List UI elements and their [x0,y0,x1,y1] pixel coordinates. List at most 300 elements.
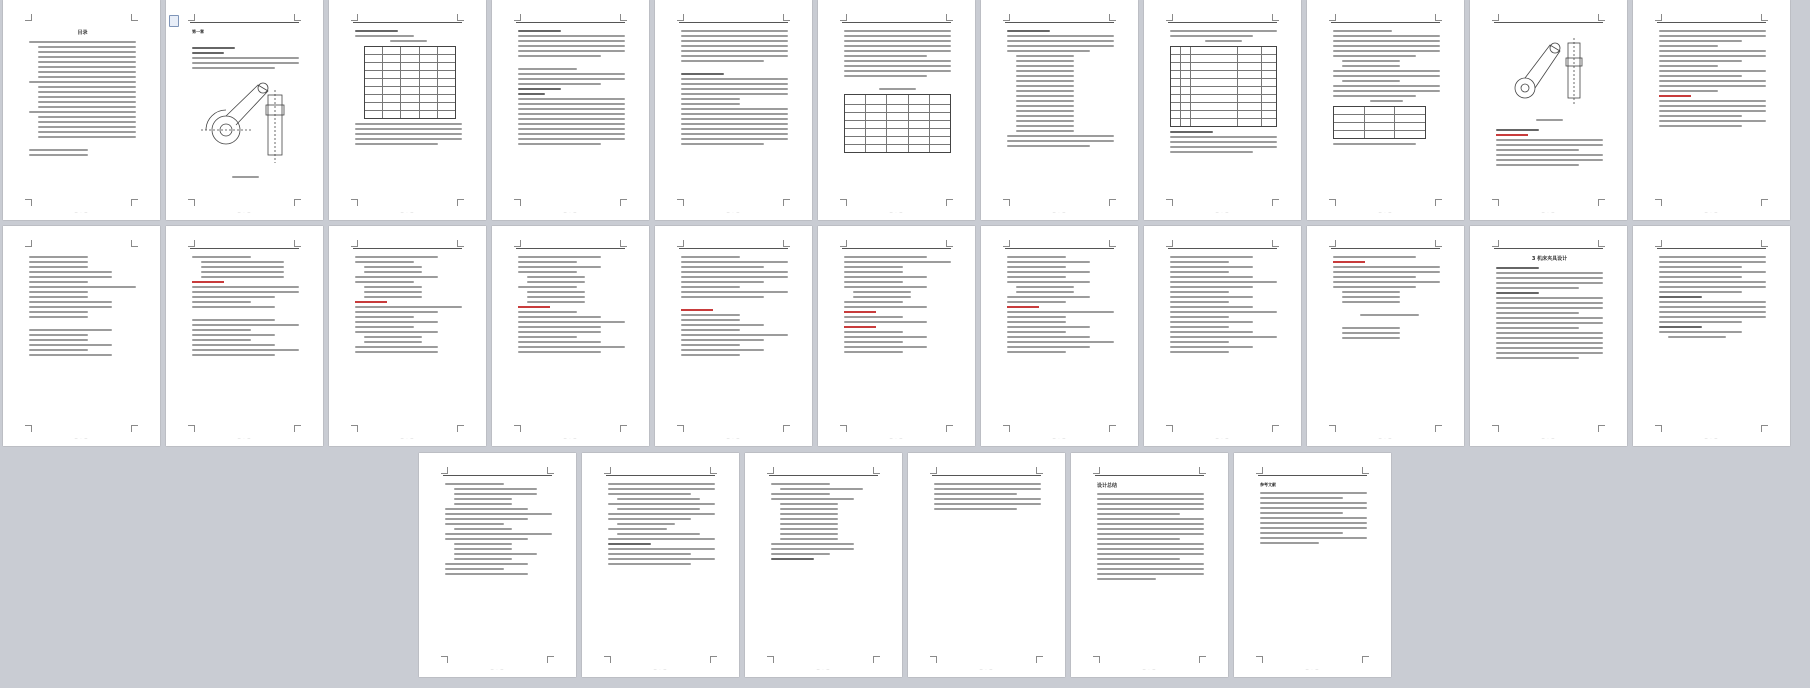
document-page[interactable] [3,226,160,446]
text-line [1496,327,1579,329]
text-line [681,344,740,346]
text-line [1659,55,1766,57]
text-line [844,301,903,303]
text-line [518,326,601,328]
table-cell [400,71,418,78]
table-cell [365,111,382,118]
text-line [934,483,1041,485]
text-line [201,261,284,263]
text-line [38,91,136,93]
text-line [355,351,438,353]
text-line [1170,281,1277,283]
text-line [1496,277,1603,279]
page-body [681,253,788,424]
text-line [1016,95,1075,97]
table-row [1334,107,1425,114]
text-line [1496,149,1579,151]
document-icon [169,15,179,27]
crop-mark [441,656,448,663]
document-page[interactable] [1470,226,1627,446]
text-line [454,528,513,530]
text-line [1333,30,1392,32]
document-page[interactable] [981,0,1138,220]
text-line [1007,266,1066,268]
crop-mark [1166,425,1173,432]
text-line [1333,256,1416,258]
text-line [518,321,625,323]
text-line [355,321,438,323]
text-line [445,518,528,520]
table-cell [1180,103,1190,110]
table-cell [886,105,907,112]
crop-mark [514,425,521,432]
crop-mark [930,656,937,663]
header-rule [842,22,951,23]
document-page[interactable] [1307,226,1464,446]
text-line [1170,296,1253,298]
table-row [365,102,456,110]
page-body [192,253,299,424]
table-cell [1261,79,1276,86]
text-line [1659,276,1742,278]
text-line [29,354,112,356]
text-line [1016,80,1075,82]
text-line [780,513,839,515]
text-line [934,493,1017,495]
text-line [1659,30,1766,32]
page-body [1496,253,1603,424]
text-line [1659,256,1766,258]
document-page[interactable] [329,0,486,220]
text-line [1170,131,1213,133]
table-cell [865,105,886,112]
table-cell [382,95,400,102]
text-line [1370,100,1402,102]
table-row [1334,130,1425,138]
text-line [1496,292,1539,294]
document-page[interactable] [745,453,902,677]
text-line [29,149,88,151]
text-line [844,286,927,288]
document-page[interactable] [1144,0,1301,220]
text-line [780,503,839,505]
document-page[interactable] [1470,0,1627,220]
text-line [1659,95,1691,97]
text-line [681,93,788,95]
table-cell [1237,71,1261,78]
table-cell [1190,111,1237,118]
text-line [617,533,700,535]
text-line [192,306,275,308]
table-cell [865,121,886,128]
text-line [454,493,537,495]
text-line [1097,538,1180,540]
document-page[interactable] [1234,453,1391,677]
text-line [29,339,88,341]
text-line [192,256,251,258]
crop-mark [25,199,32,206]
text-line [1496,357,1579,359]
crop-mark [25,240,32,247]
chapter-heading: 第一章 [192,29,204,34]
crop-mark [1166,14,1173,21]
text-line [1007,306,1039,308]
text-line [1097,528,1204,530]
header-rule [679,22,788,23]
text-line [355,143,438,145]
spacer [681,301,788,306]
text-line [1659,80,1766,82]
text-line [1496,282,1603,284]
header-rule [1494,248,1603,249]
text-line [355,276,438,278]
page-footer [166,210,323,214]
text-line [29,271,112,273]
table-row [1171,54,1276,62]
text-line [38,46,136,48]
data-table [1170,46,1277,127]
crop-mark [514,14,521,21]
text-line [1659,301,1766,303]
crop-mark [1003,240,1010,247]
text-line [1097,548,1204,550]
text-line [771,553,830,555]
crop-mark [946,199,953,206]
text-line [1333,143,1416,145]
table-cell [1190,95,1237,102]
text-line [355,256,438,258]
table-cell [929,105,950,112]
spacer [844,80,951,85]
text-line [454,548,513,550]
text-line [1170,276,1253,278]
crop-mark [767,656,774,663]
data-table [1333,106,1426,139]
page-footer [818,436,975,440]
page-body [29,253,136,424]
text-line [1496,322,1603,324]
table-cell [400,79,418,86]
text-line [364,266,423,268]
text-line [192,281,224,283]
header-rule [1657,22,1766,23]
header-rule [769,475,878,476]
text-line [192,57,299,59]
page-footer [745,667,902,671]
text-line [364,291,423,293]
text-line [844,35,951,37]
table-cell [908,121,929,128]
document-page[interactable] [329,226,486,446]
text-line [1659,115,1742,117]
header-rule [1095,475,1204,476]
table-cell [1261,87,1276,94]
text-line [454,558,513,560]
table-cell [1364,107,1395,114]
text-line [1333,35,1440,37]
text-line [38,126,136,128]
spacer [518,60,625,65]
text-line [681,60,764,62]
text-line [1668,336,1727,338]
text-line [192,334,275,336]
text-line [29,344,112,346]
page-body [355,27,462,198]
document-page[interactable] [166,0,323,220]
crop-mark [294,14,301,21]
crop-mark [1435,240,1442,247]
text-line [681,123,788,125]
page-row-2 [0,226,1810,446]
text-line [1097,533,1204,535]
text-line [445,508,528,510]
page-row-3 [0,453,1810,677]
text-line [681,138,788,140]
document-page[interactable] [655,0,812,220]
crop-mark [1272,425,1279,432]
crop-mark [1109,240,1116,247]
crop-mark [1492,14,1499,21]
table-cell [1190,119,1237,126]
header-rule [1657,248,1766,249]
document-page[interactable] [492,0,649,220]
document-page[interactable] [1633,226,1790,446]
text-line [1496,272,1603,274]
text-line [681,296,764,298]
text-line [879,88,916,90]
page-body [29,27,136,198]
text-line [29,261,88,263]
page-footer [329,436,486,440]
crop-mark [188,199,195,206]
text-line [681,143,764,145]
text-line [1007,50,1090,52]
data-table [844,94,951,153]
text-line [201,271,284,273]
table-cell [400,103,418,110]
crop-mark [1435,14,1442,21]
text-line [1659,110,1766,112]
text-line [38,76,136,78]
text-line [518,286,577,288]
document-page[interactable] [818,0,975,220]
text-line [1170,141,1277,143]
text-line [681,83,788,85]
document-page[interactable] [492,226,649,446]
page-footer [1144,436,1301,440]
text-line [844,336,927,338]
text-line [192,62,299,64]
text-line [355,301,387,303]
text-line [445,538,528,540]
table-cell [437,111,455,118]
crop-mark [1492,425,1499,432]
crop-mark [457,199,464,206]
page-body [518,27,625,198]
document-page[interactable] [3,0,160,220]
document-page[interactable] [419,453,576,677]
header-rule [443,475,552,476]
document-page[interactable] [908,453,1065,677]
text-line [853,296,912,298]
page-body [771,480,878,655]
table-row [1334,122,1425,130]
crop-mark [1199,467,1206,474]
page-body [1333,27,1440,198]
text-line [1659,40,1742,42]
text-line [1097,543,1204,545]
text-line [38,136,136,138]
text-line [1016,75,1075,77]
text-line [445,568,504,570]
text-line [1170,146,1277,148]
text-line [1097,493,1204,495]
table-cell [437,71,455,78]
text-line [844,326,876,328]
text-line [1170,331,1253,333]
table-cell [845,137,865,144]
text-line [1007,326,1090,328]
document-page[interactable] [655,226,812,446]
text-line [608,538,715,540]
table-cell [1171,71,1180,78]
page-footer [655,210,812,214]
crop-mark [604,467,611,474]
text-line [355,316,414,318]
text-line [38,106,136,108]
text-line [232,176,259,178]
text-line [681,256,740,258]
document-page[interactable] [1071,453,1228,677]
document-page[interactable] [1633,0,1790,220]
table-cell [365,71,382,78]
text-line [771,483,830,485]
text-line [780,518,839,520]
text-line [681,128,788,130]
table-cell [365,95,382,102]
table-row [845,128,950,136]
table-cell [1180,119,1190,126]
crop-mark [873,656,880,663]
page-footer [419,667,576,671]
text-line [1496,337,1603,339]
text-line [38,101,136,103]
text-line [445,533,552,535]
text-line [681,334,788,336]
document-page[interactable] [1144,226,1301,446]
table-row [1171,102,1276,110]
table-cell [1334,115,1364,122]
text-line [518,113,625,115]
header-rule [1331,22,1440,23]
table-cell [1364,123,1395,130]
text-line [1170,271,1229,273]
table-cell [886,137,907,144]
text-line [844,276,927,278]
text-line [454,498,513,500]
page-footer [1307,436,1464,440]
table-row [845,112,950,120]
crop-mark [677,14,684,21]
text-line [1659,291,1742,293]
text-line [355,346,438,348]
page-body [1496,27,1603,198]
crop-mark [1655,14,1662,21]
crop-mark [294,199,301,206]
spacer [1333,306,1440,311]
text-line [1260,532,1343,534]
text-line [1016,105,1075,107]
table-cell [1261,71,1276,78]
text-line [390,40,427,42]
crop-mark [131,199,138,206]
text-line [1333,70,1440,72]
text-line [1097,563,1204,565]
text-line [681,329,740,331]
text-line [1170,261,1229,263]
text-line [1496,129,1539,131]
text-line [29,334,88,336]
text-line [1659,45,1718,47]
text-line [681,266,764,268]
text-line [29,81,136,83]
table-cell [1190,79,1237,86]
text-line [445,523,504,525]
text-line [1016,55,1075,57]
text-line [1170,291,1229,293]
document-page[interactable] [1307,0,1464,220]
text-line [1007,301,1066,303]
crop-mark [1199,656,1206,663]
text-line [1097,578,1156,580]
crop-mark [1598,240,1605,247]
document-page[interactable] [818,226,975,446]
text-line [1170,256,1253,258]
text-line [1333,75,1440,77]
page-footer [908,667,1065,671]
table-cell [845,121,865,128]
table-cell [382,103,400,110]
text-line [1016,115,1075,117]
text-line [1016,90,1075,92]
crop-mark [25,14,32,21]
document-page[interactable] [166,226,323,446]
text-line [355,133,462,135]
text-line [518,98,625,100]
text-line [1659,331,1742,333]
text-line [771,493,830,495]
text-line [1097,513,1180,515]
text-line [608,563,691,565]
page-footer [1144,210,1301,214]
text-line [1260,522,1367,524]
crop-mark [188,240,195,247]
text-line [518,93,545,95]
text-line [780,508,839,510]
text-line [192,286,299,288]
text-line [518,266,601,268]
document-page[interactable] [981,226,1138,446]
document-page[interactable] [582,453,739,677]
text-line [681,55,788,57]
table-cell [1171,119,1180,126]
page-footer [981,436,1138,440]
text-line [1016,291,1075,293]
table-cell [1261,103,1276,110]
text-line [527,281,586,283]
crop-mark [547,467,554,474]
text-line [29,301,112,303]
